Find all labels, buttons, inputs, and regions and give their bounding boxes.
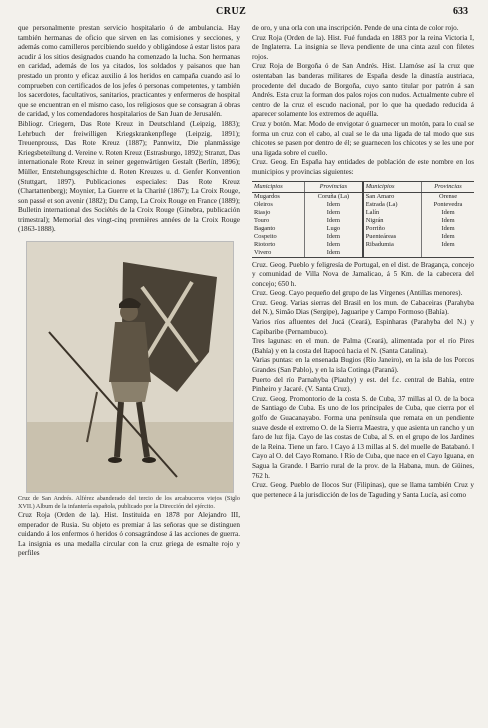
paragraph: Cruz. Geog. En España hay entidades de población de este nombre en los municipios y provincias siguientes: (252, 158, 474, 176)
table-cell: Ribadumia (363, 241, 422, 249)
table-cell: Idem (304, 201, 362, 209)
paragraph: Cruz Roja de Borgoña ó de San Andrés. Hist. Llamóse así la cruz que ostentaban las banderas militares de España desde la dinastía austriaca, procedente del ducado de Borgoña, cuyo santo titular por patrón á san Andrés. Esta cruz la forman dos palos rojos con nudos. Actualmente cubre el centro de la cruz el escudo nacional, por lo que ha quedado reducida á aparecer solamente los extremos de aquélla. (252, 62, 474, 119)
table-cell: Idem (422, 233, 474, 241)
paragraph: Tres lagunas: en el mun. de Palma (Ceará), alimentada por el río Pires (Bahía) y en la costa del Itapocú hacia el N. (Santa Catalina). (252, 337, 474, 355)
table-cell: Idem (422, 209, 474, 217)
table-cell: Puenteáreas (363, 233, 422, 241)
photo-caption: Cruz de San Andrés. Alférez abanderado del tercio de los arcabuceros viejos (Siglo XVII.) Album de la infantería española, publicado por la Dirección del ejército. (18, 495, 240, 511)
table-cell: Nigrán (363, 217, 422, 225)
table-header: Provincias (422, 181, 474, 192)
bibliography: Bibliogr. Criegern, Das Rote Kreuz in Deutschland (Leipzig, 1883); Lehrbuch der freiwilligen Kriegskrankenpflege (Leipzig, 1891); Treuenprouss, Das Rote Kreuz (1887); Pannwitz, Die planmässige Kriegsbeteiltung d. Vereine v. Roten Kreuz (Estrasburgo, 1892); Stranzt, Das internationale Rote Kreuz in seiner gegenwärtigen Gestalt (Berlín, 1896); Müller, Entstehungsgeschichte d. Roten Kreuzes u. d. Genfer Konvention (Stuttgart, 1897). Publicaciones especiales: Das Rote Kreuz (Chartattenberg); Moynier, La Guerre et la Charité (1867); La Croix Rouge, son passé et son avenir (1882); Du Camp, La Croix Rouge en France (1889); Bulletin international des Sociétés de la Croix Rouge (Ginebra, publicación trimestral); Memorial des vingt-cinq premières années de la Croix Rouge (1863-1888). (18, 119, 240, 234)
table-cell: Idem (304, 209, 362, 217)
table-cell: Idem (422, 225, 474, 233)
table-cell: Coruña (La) (304, 192, 362, 201)
table-cell: Idem (304, 241, 362, 249)
paragraph: Cruz Roja (Orden de la). Hist. Fué fundada en 1883 por la reina Victoria I, de Inglaterra. La insignia se lleva pendiente de una cinta azul con filetes rojos. (252, 33, 474, 61)
table-row (252, 192, 474, 201)
table-header: Municipios (252, 181, 304, 192)
left-column (18, 24, 240, 712)
table-cell: Lugo (304, 225, 362, 233)
table-header-row (252, 181, 474, 192)
paragraph: Cruz y botón. Mar. Modo de envigotar ó guarnecer un motón, para lo cual se forma un cruz con el cabo, al cual se le da una ligada de tal modo que sus chicotes se pasen por dentro de él; se guarnecen los chicotes y se les une por una ligada sobre el cuello. (252, 119, 474, 157)
table-cell (422, 249, 474, 258)
table-cell: Idem (304, 233, 362, 241)
table-cell: Baganto (254, 224, 276, 232)
table-cell: Riotorto (254, 240, 276, 248)
table-row (252, 241, 474, 249)
table-row (252, 249, 474, 258)
table-cell: Lalín (363, 209, 422, 217)
paragraph: Cruz Roja (Orden de la). Hist. Instituida en 1878 por Alejandro III, emperador de Rusia. Su objeto es premiar á las señoras que se distinguen cuidando á los enfermos ó heridos ó consagrándose á las acciones de guerra. La insignia es una medalla circular con la cruz griega de esmalte rojo y perfiles (18, 511, 240, 558)
paragraph: Cruz. Geog. Pueblo y feligresía de Portugal, en el dist. de Bragança, concejo y comunidad de Villa Nova de Jamalicao, á 5 Km. de la cabecera del concejo; 650 h. (252, 260, 474, 288)
table-cell: Vivero (252, 249, 304, 258)
table-cell: Idem (422, 217, 474, 225)
table-cell: Pontevedra (422, 201, 474, 209)
table-cell: Riasjo (254, 208, 271, 216)
table-cell (363, 249, 422, 258)
table-cell: Idem (422, 241, 474, 249)
paragraph: de oro, y una orla con una inscripción. Pende de una cinta de color rojo. (252, 24, 459, 32)
table-cell: Oleiros (254, 200, 273, 208)
right-column (252, 24, 474, 714)
table-row (252, 225, 474, 233)
table-cell: Idem (304, 217, 362, 225)
paragraph: Puerto del río Parnahyba (Piauhy) y est. del f.c. central de Bahía, entre Pinheiro y Jacaré. (V. Santa Cruz). (252, 375, 474, 394)
paragraph: Varias puntas: en la ensenada Bugios (Río Janeiro), en la isla de los Porcos Grandes (San Pablo), y en la isla Cotinga (Paraná). (252, 356, 474, 375)
table-cell: Porriño (363, 225, 422, 233)
paragraph: Cruz. Geog. Cayo pequeño del grupo de las Vírgenes (Antillas menores). (252, 289, 463, 298)
table-cell: San Amaro (363, 192, 422, 201)
paragraph: Cruz. Geog. Pueblo de Ilocos Sur (Filipinas), que se llama también Cruz y que pertenece á la jurisdicción de los de Taguding y Santa Lucía, así como (252, 481, 474, 499)
table-cell: Mugardos (254, 192, 280, 200)
paragraph: Cruz. Geog. Varias sierras del Brasil en los mun. de Cabaceiras (Parahyba del N.), Simão Dias (Sergipe), Jaguaripe y Campo Formoso (Bahía). (252, 298, 474, 317)
municipios-table (252, 181, 474, 258)
paragraph: Varios ríos afluentes del Jucá (Ceará), Espinharas (Parahyba del N.) y Capibaribe (Pernambuco). (252, 318, 474, 336)
table-cell: Estrada (La) (363, 201, 422, 209)
page-header-title: CRUZ (216, 6, 247, 17)
table-cell: Idem (304, 249, 362, 258)
table-header: Municipios (363, 181, 422, 192)
paragraph: Cruz. Geog. Promontorio de la costa S. de Cuba, 37 millas al O. de la boca de Santiago de Cuba. Es uno de los principales de Cuba, que cierra por el golfo de Guacanayabo. Forma una península que remata en un pendiente suave desde el extremo O. de la Sierra Maestra, y que asienta un rancho y un faro de luz fija. Cayo de las costas de Cuba, al S. en el grupo de los Jardines de la Reina. Tiene un faro. ‖ Cayo á 13 millas al S. del muelle de Batabanó. ‖ Cayo al O. del Cayo Romano. ‖ Río de Cuba, que nace en el Cayo Iguana, en Sagua la Grande. ‖ Barrio rural de la prov. de la Habana, mun. de Güines, 762 h. (252, 394, 474, 480)
paragraph: que personalmente prestan servicio hospitalario ó de ambulancia. Hay también hermanas de oficio que sirven en las comisiones y secciones, y además como camilleros percibiendo sueldo y obligándose á estar listos para acudir á los sitios designados cuando ha comenzado la lucha. Son hermanas en caridad, además de los ya citados, los soldados y paisanos que han prestado un pronto y eficaz auxilio á los heridos en campaña cuando así lo comprueben con certificados de los jefes ó personas competentes, y también los sacerdotes, facultativos, sanitarios, practicantes y enfermeros de hospital que se encuentran en el mismo caso, los religiosos que se consagran á obras de caridad, y los comendadores hospitalarios de San Juan de Jerusalén. (18, 24, 240, 119)
table-row (252, 209, 474, 217)
page-number: 633 (453, 6, 468, 17)
table-row (252, 201, 474, 209)
table-row (252, 233, 474, 241)
table-header: Provincias (304, 181, 362, 192)
table-cell: Orense (422, 192, 474, 201)
standard-bearer-photo (26, 241, 234, 493)
table-cell: Cospeito (254, 232, 277, 240)
table-cell: Touro (254, 216, 270, 224)
table-row (252, 217, 474, 225)
